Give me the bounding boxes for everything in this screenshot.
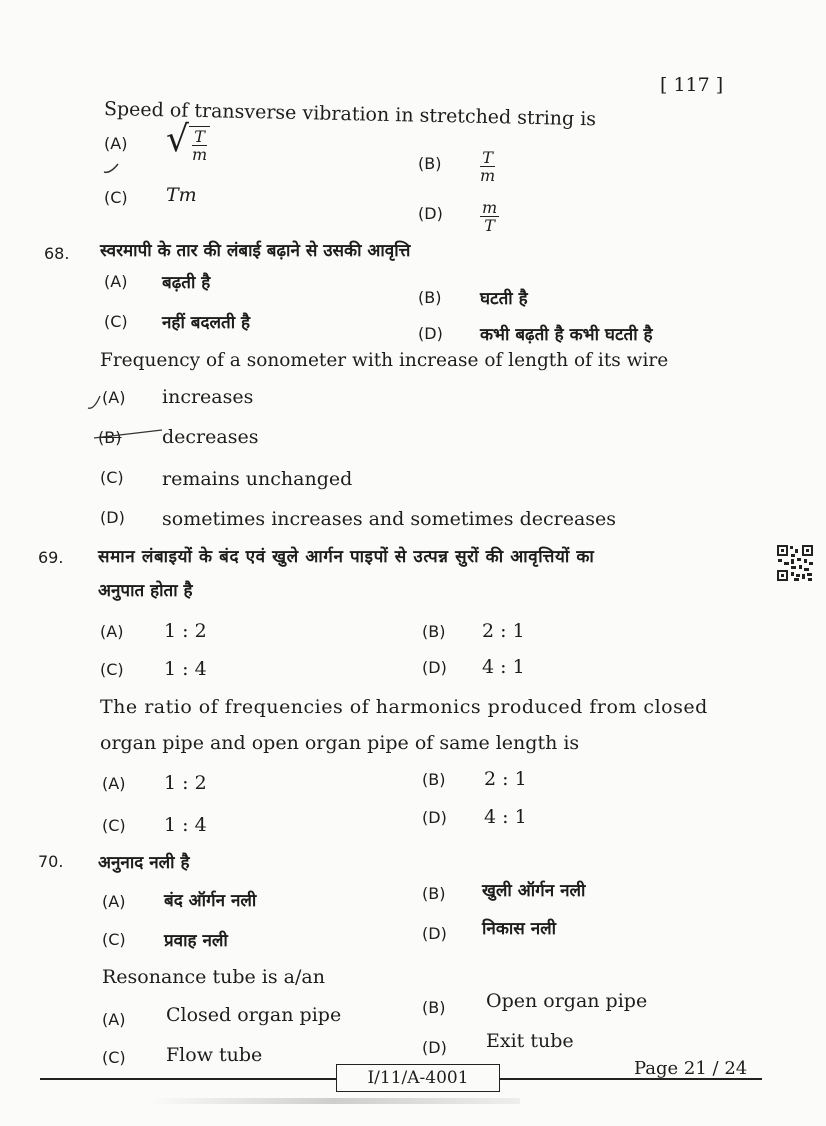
- q70-hi-a: बंद ऑर्गन नली: [164, 891, 257, 911]
- q67-option-b-label: (B): [418, 154, 442, 173]
- q70-en-c-label: (C): [102, 1048, 126, 1067]
- q69-hi-b: 2 : 1: [482, 620, 525, 642]
- page-marker: [ 117 ]: [660, 74, 724, 96]
- q69-number: 69.: [38, 548, 64, 567]
- q70-hi-d: निकास नली: [482, 919, 557, 939]
- q68-en-b-label: (B): [98, 428, 122, 447]
- q69-hi-a-label: (A): [100, 622, 124, 641]
- q67-d-num: m: [482, 198, 498, 217]
- q69-en-d-label: (D): [422, 808, 447, 827]
- q69-en-c: 1 : 4: [164, 814, 207, 836]
- q69-hi-b-label: (B): [422, 622, 446, 641]
- q70-hi-b: खुली ऑर्गन नली: [482, 881, 586, 901]
- q68-hi-d-label: (D): [418, 324, 443, 343]
- q68-en-d-label: (D): [100, 508, 125, 527]
- q67-option-b-value: [480, 148, 495, 184]
- q69-stem-hi-line2: अनुपात होता है: [98, 581, 193, 601]
- q69-hi-d-label: (D): [422, 658, 447, 677]
- q69-en-b: 2 : 1: [484, 768, 527, 790]
- q68-hi-a: बढ़ती है: [162, 273, 211, 293]
- scan-smudge: [150, 1098, 520, 1104]
- q68-en-c-label: (C): [100, 468, 124, 487]
- q69-en-c-label: (C): [102, 816, 126, 835]
- q67-option-c-label: (C): [104, 188, 128, 207]
- q68-hi-a-label: (A): [104, 272, 128, 291]
- q69-hi-d: 4 : 1: [482, 656, 525, 678]
- q67-option-d-value: [480, 198, 499, 234]
- q68-number: 68.: [44, 244, 70, 263]
- q68-en-c: remains unchanged: [162, 468, 353, 490]
- q70-en-c: Flow tube: [166, 1044, 263, 1066]
- q70-en-a-label: (A): [102, 1010, 126, 1029]
- q67-a-den: m: [191, 145, 208, 164]
- q69-hi-a: 1 : 2: [164, 620, 207, 642]
- q70-number: 70.: [38, 852, 64, 871]
- q68-en-d: sometimes increases and sometimes decreases: [162, 508, 617, 530]
- q70-en-d: Exit tube: [486, 1030, 574, 1052]
- q69-en-a: 1 : 2: [164, 772, 207, 794]
- page-number: Page 21 / 24: [634, 1058, 748, 1079]
- tick-mark-icon: [86, 392, 108, 414]
- q68-en-a-label: (A): [102, 388, 126, 407]
- q70-en-b: Open organ pipe: [486, 990, 648, 1012]
- q69-hi-c: 1 : 4: [164, 658, 207, 680]
- q67-a-num: T: [194, 127, 205, 146]
- q67-option-a-value: √ $\frac{T}{m}$: [166, 120, 210, 163]
- q67-option-d-label: (D): [418, 204, 443, 223]
- q70-en-a: Closed organ pipe: [166, 1004, 342, 1026]
- q70-stem-hi: अनुनाद नली है: [98, 853, 190, 873]
- q69-stem-en-line2: organ pipe and open organ pipe of same length is: [100, 732, 580, 754]
- q68-stem-hi: स्वरमापी के तार की लंबाई बढ़ाने से उसकी आवृत्ति: [100, 241, 411, 261]
- q67-b-num: T: [482, 148, 493, 167]
- paper-code: I/11/A-4001: [336, 1064, 500, 1092]
- q70-hi-d-label: (D): [422, 924, 447, 943]
- q69-en-a-label: (A): [102, 774, 126, 793]
- q67-stem-en: Speed of transverse vibration in stretched string is: [103, 98, 597, 131]
- q68-en-b: decreases: [162, 426, 259, 448]
- strike-mark: [94, 426, 164, 442]
- qr-code-icon: [776, 544, 814, 582]
- q67-d-den: T: [484, 216, 495, 235]
- q68-hi-b-label: (B): [418, 288, 442, 307]
- q68-hi-d: कभी बढ़ती है कभी घटती है: [480, 325, 653, 345]
- q70-en-d-label: (D): [422, 1038, 447, 1057]
- q67-option-c-value: Tm: [166, 184, 197, 206]
- q69-hi-c-label: (C): [100, 660, 124, 679]
- q68-hi-c-label: (C): [104, 312, 128, 331]
- q69-en-d: 4 : 1: [484, 806, 527, 828]
- q68-hi-b: घटती है: [480, 289, 528, 309]
- q70-hi-b-label: (B): [422, 884, 446, 903]
- q68-stem-en: Frequency of a sonometer with increase of length of its wire: [100, 350, 669, 371]
- q69-stem-hi-line1: समान लंबाइयों के बंद एवं खुले आर्गन पाइपों से उत्पन्न सुरों की आवृत्तियों का: [98, 547, 595, 567]
- q70-stem-en: Resonance tube is a/an: [102, 966, 325, 988]
- q67-b-den: m: [480, 166, 496, 185]
- q68-hi-c: नहीं बदलती है: [162, 313, 251, 333]
- tick-mark-icon: [100, 152, 130, 182]
- q70-hi-c: प्रवाह नली: [164, 931, 228, 951]
- q70-hi-c-label: (C): [102, 930, 126, 949]
- q70-en-b-label: (B): [422, 998, 446, 1017]
- q69-stem-en-line1: The ratio of frequencies of harmonics produced from closed: [100, 696, 708, 718]
- q70-hi-a-label: (A): [102, 892, 126, 911]
- q69-en-b-label: (B): [422, 770, 446, 789]
- q67-option-a-label: (A): [104, 134, 128, 153]
- q68-en-a: increases: [162, 386, 254, 408]
